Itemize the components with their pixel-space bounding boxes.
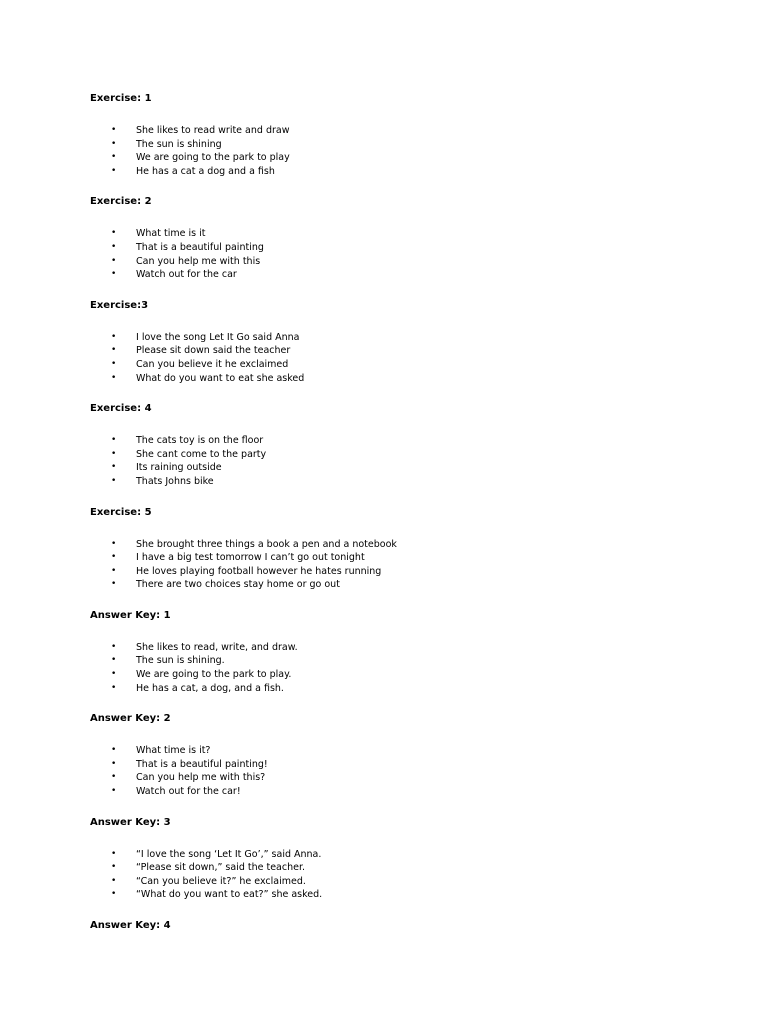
list-item — [90, 255, 730, 269]
list-item — [90, 538, 730, 552]
bullet-icon: • — [111, 669, 117, 680]
bullet-icon: • — [111, 255, 117, 266]
list-item — [90, 551, 730, 565]
list-item-text: She brought three things a book a pen and a notebook — [136, 538, 397, 550]
bullet-icon: • — [111, 345, 117, 356]
list-item — [90, 138, 730, 152]
bullet-icon: • — [111, 745, 117, 756]
list-item-text: He has a cat a dog and a fish — [136, 165, 275, 177]
list-item — [90, 668, 730, 682]
list-item — [90, 888, 730, 902]
section-exercise-3 — [90, 299, 730, 385]
bullet-icon: • — [111, 125, 117, 135]
bullet-icon: • — [111, 372, 117, 383]
list-item-text: Thats Johns bike — [136, 475, 214, 487]
section-heading: Answer Key: 3 — [90, 816, 171, 828]
section-answer-key-2 — [90, 712, 730, 798]
bullet-list — [90, 848, 730, 902]
list-item — [90, 875, 730, 889]
bullet-icon: • — [111, 889, 117, 900]
list-item — [90, 344, 730, 358]
section-exercise-5 — [90, 506, 730, 592]
list-item-text: Can you believe it he exclaimed — [136, 358, 289, 370]
list-item-text: “What do you want to eat?” she asked. — [136, 889, 323, 901]
document-content — [90, 92, 730, 932]
bullet-list — [90, 227, 730, 281]
list-item-text: Watch out for the car — [136, 269, 237, 281]
list-item — [90, 578, 730, 592]
list-item-text: Please sit down said the teacher — [136, 345, 291, 357]
list-item — [90, 565, 730, 579]
list-item-text: “Can you believe it?” he exclaimed. — [136, 875, 306, 887]
section-heading: Exercise: 5 — [90, 506, 152, 518]
list-item-text: What time is it? — [136, 745, 211, 757]
list-item-text: The sun is shining. — [136, 655, 225, 667]
list-item-text: The sun is shining — [136, 138, 222, 150]
bullet-icon: • — [111, 772, 117, 783]
list-item — [90, 758, 730, 772]
bullet-icon: • — [111, 848, 117, 859]
bullet-icon: • — [111, 462, 117, 473]
list-item — [90, 227, 730, 241]
section-heading: Exercise: 4 — [90, 403, 152, 415]
bullet-icon: • — [111, 641, 117, 652]
bullet-icon: • — [111, 862, 117, 873]
list-item — [90, 744, 730, 758]
list-item-text: Its raining outside — [136, 462, 222, 474]
section-exercise-1 — [90, 92, 730, 178]
list-item-text: The cats toy is on the floor — [136, 435, 264, 447]
bullet-icon: • — [111, 786, 117, 797]
list-item-text: Watch out for the car! — [136, 786, 241, 798]
section-heading: Exercise: 2 — [90, 196, 152, 208]
list-item — [90, 124, 730, 138]
bullet-icon: • — [111, 165, 117, 176]
list-item-text: “I love the song ‘Let It Go’,” said Anna. — [136, 848, 322, 860]
section-heading: Answer Key: 4 — [90, 920, 171, 931]
list-item — [90, 682, 730, 696]
bullet-icon: • — [111, 228, 117, 239]
bullet-icon: • — [111, 435, 117, 446]
section-heading: Answer Key: 1 — [90, 609, 171, 621]
bullet-list — [90, 641, 730, 695]
list-item-text: That is a beautiful painting! — [136, 758, 268, 770]
bullet-icon: • — [111, 579, 117, 590]
bullet-list — [90, 434, 730, 488]
list-item-text: “Please sit down,” said the teacher. — [136, 862, 306, 874]
bullet-icon: • — [111, 241, 117, 252]
list-item-text: Can you help me with this? — [136, 772, 266, 784]
list-item-text: We are going to the park to play — [136, 152, 290, 164]
section-answer-key-1 — [90, 609, 730, 695]
list-item-text: What do you want to eat she asked — [136, 372, 305, 384]
list-item-text: Can you help me with this — [136, 255, 261, 267]
list-item — [90, 641, 730, 655]
section-heading: Exercise: 1 — [90, 93, 152, 104]
list-item — [90, 448, 730, 462]
list-item-text: That is a beautiful painting — [136, 241, 264, 253]
section-heading: Exercise:3 — [90, 299, 149, 311]
bullet-icon: • — [111, 758, 117, 769]
list-item-text: What time is it — [136, 228, 206, 240]
section-heading: Answer Key: 2 — [90, 713, 171, 725]
list-item — [90, 241, 730, 255]
section-exercise-4 — [90, 402, 730, 488]
list-item-text: She cant come to the party — [136, 448, 267, 460]
bullet-icon: • — [111, 682, 117, 693]
list-item-text: She likes to read write and draw — [136, 125, 290, 136]
list-item — [90, 372, 730, 386]
list-item — [90, 771, 730, 785]
bullet-icon: • — [111, 331, 117, 342]
list-item-text: She likes to read, write, and draw. — [136, 641, 298, 653]
bullet-icon: • — [111, 138, 117, 149]
list-item-text: He has a cat, a dog, and a fish. — [136, 682, 284, 694]
bullet-icon: • — [111, 152, 117, 163]
list-item — [90, 358, 730, 372]
bullet-icon: • — [111, 448, 117, 459]
section-exercise-2 — [90, 195, 730, 281]
bullet-list — [90, 124, 730, 178]
bullet-list — [90, 744, 730, 798]
section-answer-key-4 — [90, 919, 730, 932]
bullet-icon: • — [111, 475, 117, 486]
bullet-list — [90, 331, 730, 385]
list-item — [90, 475, 730, 489]
section-answer-key-3 — [90, 816, 730, 902]
list-item — [90, 165, 730, 179]
list-item — [90, 331, 730, 345]
bullet-list — [90, 538, 730, 592]
list-item — [90, 461, 730, 475]
list-item — [90, 268, 730, 282]
list-item — [90, 785, 730, 799]
list-item — [90, 654, 730, 668]
list-item — [90, 848, 730, 862]
list-item-text: I have a big test tomorrow I can’t go out tonight — [136, 552, 365, 564]
bullet-icon: • — [111, 358, 117, 369]
bullet-icon: • — [111, 565, 117, 576]
bullet-icon: • — [111, 655, 117, 666]
bullet-icon: • — [111, 875, 117, 886]
list-item-text: There are two choices stay home or go out — [136, 579, 340, 591]
bullet-icon: • — [111, 552, 117, 563]
list-item — [90, 151, 730, 165]
bullet-icon: • — [111, 269, 117, 280]
list-item-text: I love the song Let It Go said Anna — [136, 331, 300, 343]
list-item-text: He loves playing football however he hates running — [136, 565, 382, 577]
list-item — [90, 434, 730, 448]
bullet-icon: • — [111, 538, 117, 549]
list-item — [90, 861, 730, 875]
list-item-text: We are going to the park to play. — [136, 669, 292, 681]
